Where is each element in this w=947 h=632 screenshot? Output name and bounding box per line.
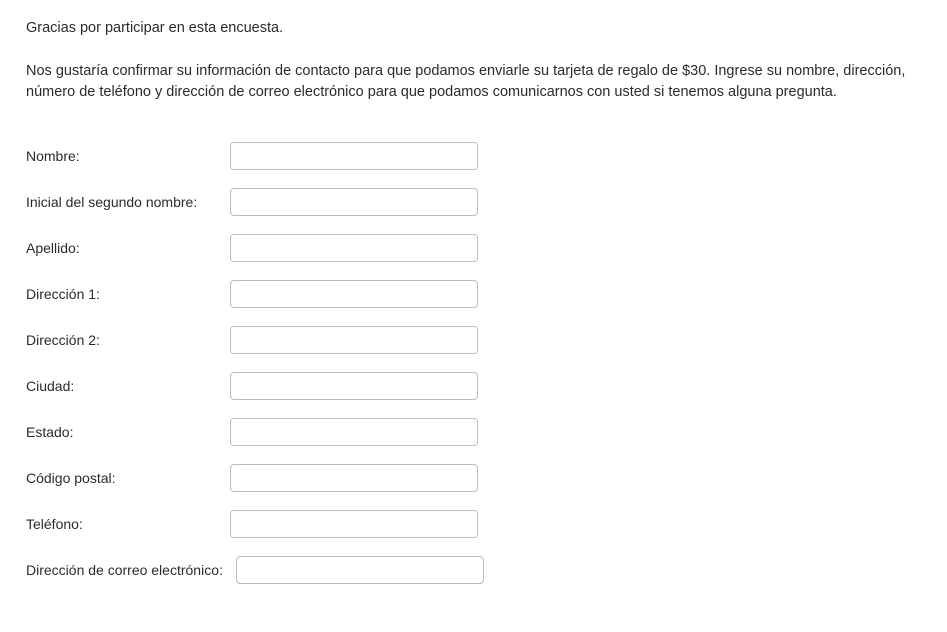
- label-apellido: Apellido:: [26, 239, 80, 256]
- input-direccion-2[interactable]: [230, 326, 478, 354]
- input-nombre[interactable]: [230, 142, 478, 170]
- form-row-codigo-postal: [26, 455, 923, 501]
- label-codigo-postal: Código postal:: [26, 469, 116, 486]
- label-telefono: Teléfono:: [26, 515, 83, 532]
- input-telefono[interactable]: [230, 510, 478, 538]
- intro-paragraph-1: Gracias por participar en esta encuesta.: [26, 20, 284, 36]
- input-estado[interactable]: [230, 418, 478, 446]
- label-direccion-2: Dirección 2:: [26, 331, 100, 348]
- input-direccion-1[interactable]: [230, 280, 478, 308]
- form-row-ciudad: [26, 363, 923, 409]
- form-row-telefono: [26, 501, 923, 547]
- input-correo-electronico[interactable]: [236, 556, 484, 584]
- form-row-apellido: [26, 225, 923, 271]
- input-inicial-segundo-nombre[interactable]: [230, 188, 478, 216]
- form-row-nombre: [26, 133, 923, 179]
- label-ciudad: Ciudad:: [26, 377, 75, 394]
- contact-form: [26, 133, 923, 593]
- label-direccion-1: Dirección 1:: [26, 285, 100, 302]
- input-codigo-postal[interactable]: [230, 464, 478, 492]
- input-ciudad[interactable]: [230, 372, 478, 400]
- intro-paragraph-2: Nos gustaría confirmar su información de contacto para que podamos enviarle su tarjeta de regalo de $30. Ingrese su nombre, dirección, número de teléfono y dirección de correo electrónico para que podamos comunicarnos con usted si tenemos alguna pregunta.: [26, 63, 906, 101]
- form-row-direccion-1: [26, 271, 923, 317]
- label-correo-electronico: Dirección de correo electrónico:: [26, 561, 223, 578]
- label-estado: Estado:: [26, 423, 74, 440]
- label-inicial-segundo-nombre: Inicial del segundo nombre:: [26, 193, 198, 210]
- form-row-inicial-segundo-nombre: [26, 179, 923, 225]
- label-nombre: Nombre:: [26, 147, 80, 164]
- form-row-correo-electronico: [26, 547, 923, 593]
- form-row-direccion-2: [26, 317, 923, 363]
- form-row-estado: [26, 409, 923, 455]
- input-apellido[interactable]: [230, 234, 478, 262]
